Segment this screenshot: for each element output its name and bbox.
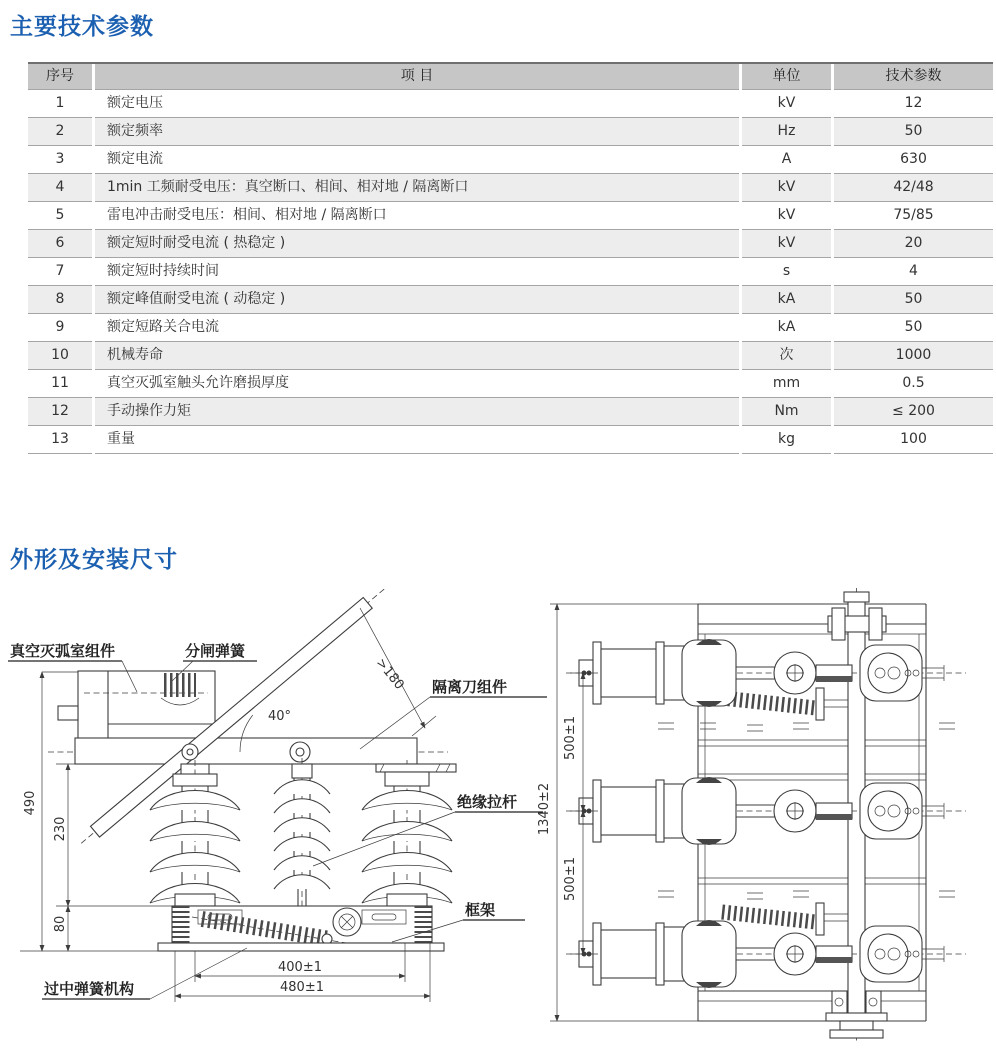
section-title-dimensions: 外形及安装尺寸 [10,547,178,573]
table-row [28,118,993,146]
cell-value: 20 [834,230,993,258]
frame-assembly [158,906,444,951]
cell-no: 4 [28,174,92,202]
cell-value: 50 [834,286,993,314]
cell-unit: kg [742,426,831,454]
table-header-row [28,64,993,90]
dim-490: 490 [23,790,38,816]
drive-bar [48,738,448,764]
outline-drawing-front-view [530,588,996,1052]
cell-value: 1000 [834,342,993,370]
cell-item: 重量 [95,426,739,454]
cell-value: 50 [834,118,993,146]
post-insulator-left [150,760,240,922]
cell-item: 额定电流 [95,146,739,174]
cell-unit: Nm [742,398,831,426]
cell-unit: kV [742,174,831,202]
dim-480: 480±1 [280,980,324,995]
cell-no: 9 [28,314,92,342]
cell-no: 5 [28,202,92,230]
cell-unit: s [742,258,831,286]
cell-unit: A [742,146,831,174]
table-row [28,202,993,230]
cell-item: 额定短时耐受电流 ( 热稳定 ) [95,230,739,258]
cell-unit: kV [742,202,831,230]
phase-unit-middle [566,777,966,845]
cell-value: 42/48 [834,174,993,202]
cell-value: 75/85 [834,202,993,230]
table-row [28,146,993,174]
dim-500-top: 500±1 [563,716,578,760]
header-no: 序号 [28,64,92,90]
outline-drawing-side-view [0,588,548,1052]
dim-230: 230 [53,816,68,842]
label-insulating-rod: 绝缘拉杆 [457,793,518,811]
dim-angle-40: 40° [268,709,292,724]
header-value: 技术参数 [834,64,993,90]
table-row [28,426,993,454]
cell-no: 11 [28,370,92,398]
cell-item: 额定电压 [95,90,739,118]
cell-unit: kV [742,230,831,258]
cell-value: 100 [834,426,993,454]
cell-no: 3 [28,146,92,174]
cell-unit: kV [742,90,831,118]
table-row [28,258,993,286]
cell-unit: 次 [742,342,831,370]
table-row [28,342,993,370]
dim-1340: 1340±2 [537,782,552,836]
cell-item: 真空灭弧室触头允许磨损厚度 [95,370,739,398]
cell-no: 8 [28,286,92,314]
cell-item: 机械寿命 [95,342,739,370]
table-row [28,398,993,426]
cell-value: 12 [834,90,993,118]
cell-value: 0.5 [834,370,993,398]
table-row [28,314,993,342]
cell-value: ≤ 200 [834,398,993,426]
post-insulator-right [362,760,456,922]
table-row [28,174,993,202]
label-over-center-spring: 过中弹簧机构 [44,980,135,998]
dim-500-bottom: 500±1 [563,857,578,901]
phase-unit-bottom [566,920,966,988]
cell-no: 6 [28,230,92,258]
table-row [28,370,993,398]
cell-value: 4 [834,258,993,286]
cell-item: 1min 工频耐受电压：真空断口、相间、相对地 / 隔离断口 [95,174,739,202]
cell-no: 10 [28,342,92,370]
cell-item: 额定短路关合电流 [95,314,739,342]
header-unit: 单位 [742,64,831,90]
table-row [28,286,993,314]
cell-item: 额定频率 [95,118,739,146]
dim-gt180: >180 [372,655,407,693]
dim-400: 400±1 [278,960,322,975]
label-isolating-knife: 隔离刀组件 [432,678,508,696]
cell-item: 额定峰值耐受电流 ( 动稳定 ) [95,286,739,314]
table-row [28,230,993,258]
cell-no: 2 [28,118,92,146]
vacuum-interrupter-box [58,671,215,741]
parameters-table [28,62,993,454]
cell-no: 13 [28,426,92,454]
label-vacuum-interrupter: 真空灭弧室组件 [10,642,116,660]
cell-item: 手动操作力矩 [95,398,739,426]
cell-unit: Hz [742,118,831,146]
dim-80: 80 [53,915,68,933]
cell-unit: mm [742,370,831,398]
label-opening-spring: 分闸弹簧 [185,642,246,660]
cell-no: 7 [28,258,92,286]
cell-value: 50 [834,314,993,342]
table-row [28,90,993,118]
label-frame: 框架 [465,901,496,919]
cell-unit: kA [742,314,831,342]
cell-no: 12 [28,398,92,426]
header-item: 项 目 [95,64,739,90]
cell-unit: kA [742,286,831,314]
cell-item: 雷电冲击耐受电压：相间、相对地 / 隔离断口 [95,202,739,230]
cell-item: 额定短时持续时间 [95,258,739,286]
section-title-parameters: 主要技术参数 [10,14,154,40]
cell-no: 1 [28,90,92,118]
cell-value: 630 [834,146,993,174]
